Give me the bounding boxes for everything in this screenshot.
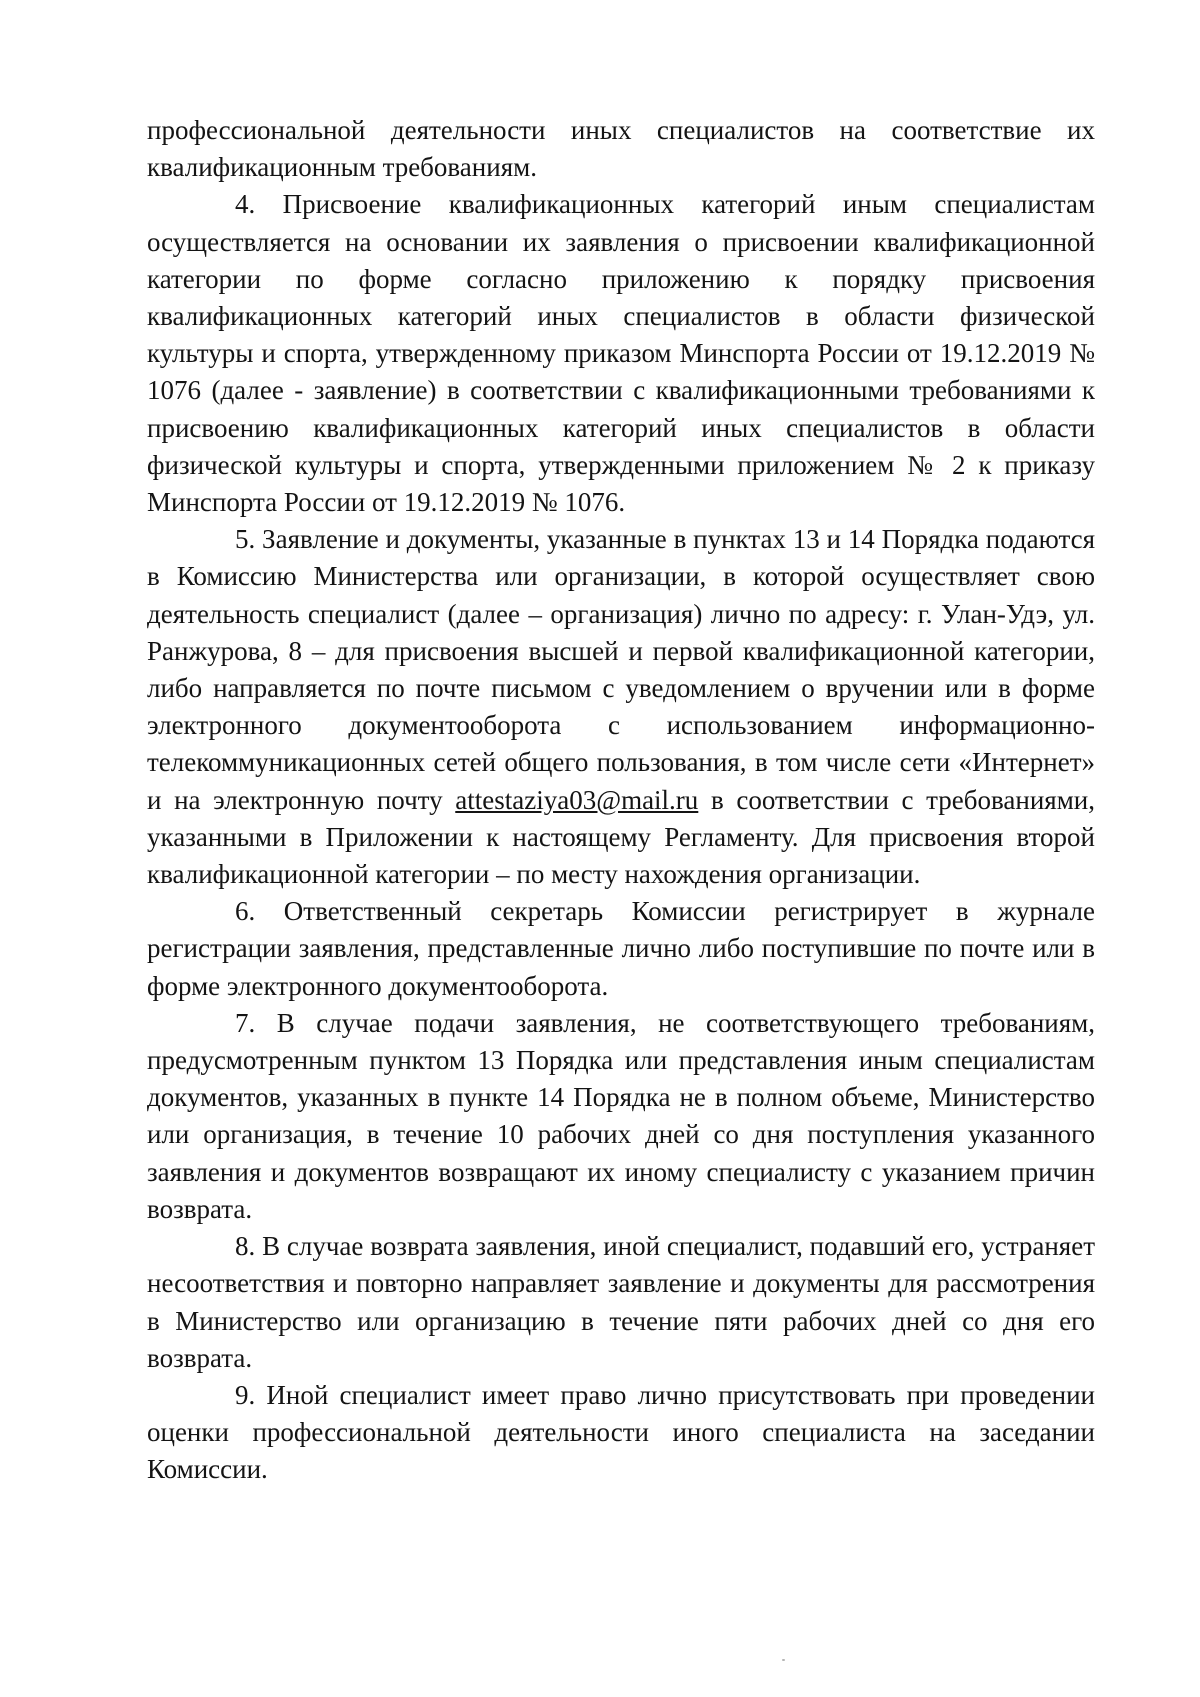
scan-artifact-dot — [782, 1659, 785, 1661]
paragraph-item-5 — [147, 521, 1095, 893]
paragraph-continuation: профессиональной деятельности иных специалистов на соответствие их квалификационным требованиям. — [147, 115, 1095, 183]
paragraph-item-8: 8. В случае возврата заявления, иной специалист, подавший его, устраняет несоответствия и повторно направляет заявление и документы для рассмотрения в Министерство или организацию в течение пяти рабочих дней со дня его возврата. — [147, 1231, 1095, 1373]
paragraph-item-6: 6. Ответственный секретарь Комиссии регистрирует в журнале регистрации заявления, представленные лично либо поступившие по почте или в форме электронного документооборота. — [147, 896, 1095, 1001]
paragraph-item-4: 4. Присвоение квалификационных категорий иным специалистам осуществляется на основании их заявления о присвоении квалификационной категории по форме согласно приложению к порядку присвоения квалификационных категорий иных специалистов в области физической культуры и спорта, утвержденному приказом Минспорта России от 19.12.2019 № 1076 (далее - заявление) в соответствии с квалификационными требованиями к присвоению квалификационных категорий иных специалистов в области физической культуры и спорта, утвержденными приложением № 2 к приказу Минспорта России от 19.12.2019 № 1076. — [147, 189, 1095, 518]
paragraph-item-5-text-before: 5. Заявление и документы, указанные в пунктах 13 и 14 Порядка подаются в Комиссию Министерства или организации, в которой осуществляет свою деятельность специалист (далее – организация) лично по адресу: г. Улан-Удэ, ул. Ранжурова, 8 – для присвоения высшей и первой квалификационной категории, либо направляется по почте письмом с уведомлением о вручении или в форме электронного документооборота с использованием информационно-телекоммуникационных сетей общего пользования, в том числе сети «Интернет» и на электронную почту — [147, 524, 1095, 815]
paragraph-item-7: 7. В случае подачи заявления, не соответствующего требованиям, предусмотренным пунктом 13 Порядка или представления иным специалистам документов, указанных в пункте 14 Порядка не в полном объеме, Министерство или организация, в течение 10 рабочих дней со дня поступления указанного заявления и документов возвращают их иному специалисту с указанием причин возврата. — [147, 1007, 1095, 1224]
paragraph-item-5-text-after: в соответствии с требованиями, указанными в Приложении к настоящему Регламенту. Для присвоения второй квалификационной категории – по месту нахождения организации. — [147, 784, 1095, 890]
paragraph-item-9: 9. Иной специалист имеет право лично присутствовать при проведении оценки профессиональной деятельности иного специалиста на заседании Комиссии. — [147, 1379, 1095, 1485]
document-body — [147, 112, 1095, 1489]
email-link[interactable]: attestaziya03@mail.ru — [455, 784, 699, 815]
